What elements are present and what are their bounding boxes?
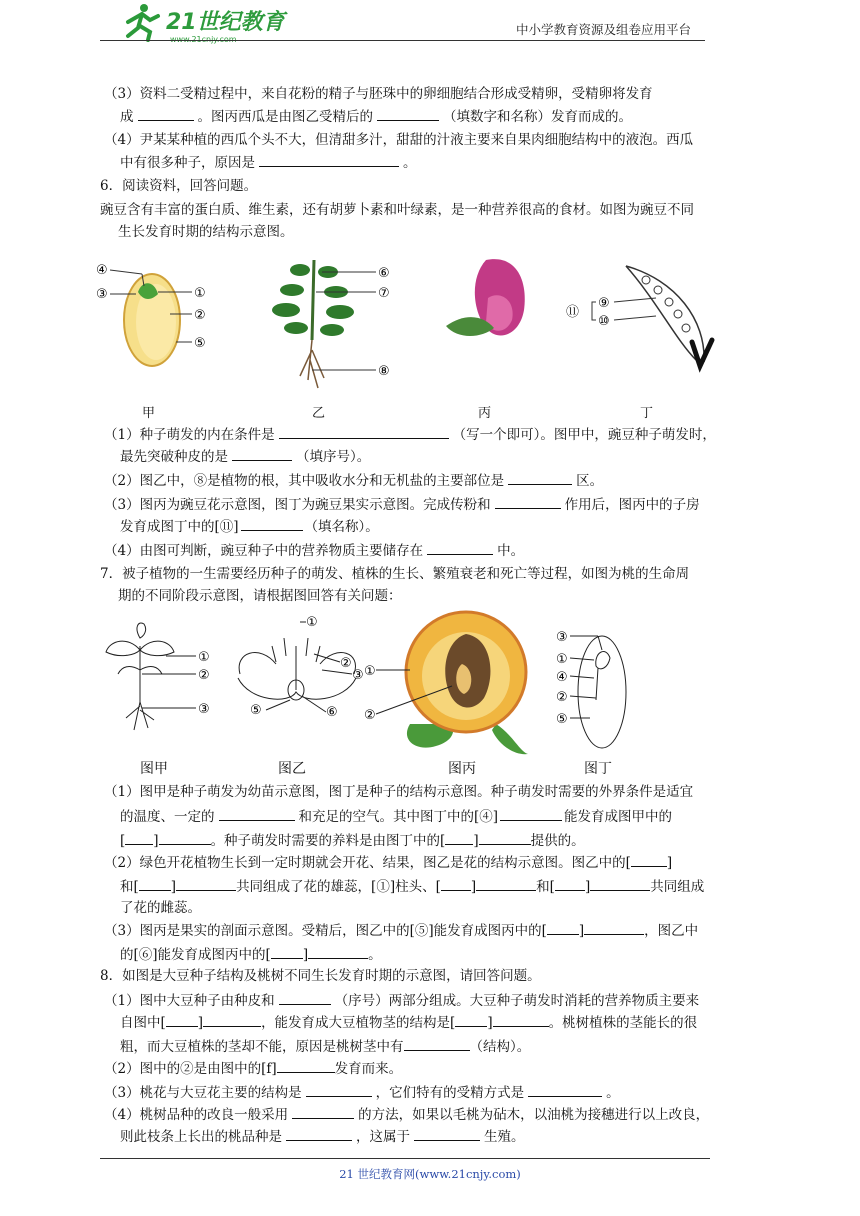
label-2: ② (194, 308, 206, 323)
q8-part1-line2 (120, 1012, 697, 1033)
label-3: ③ (352, 668, 364, 683)
text: 发育而来。 (334, 1061, 403, 1077)
text: ] (578, 923, 585, 939)
label-1: ① (306, 615, 318, 630)
text: ] (302, 947, 309, 963)
answer-blank[interactable] (138, 106, 194, 121)
q6-figure-set (96, 250, 736, 400)
text: （填名称）。 (304, 519, 379, 535)
q8-part4-line2 (120, 1126, 525, 1147)
label-6: ⑥ (326, 705, 338, 720)
text: 和充足的空气。其中图丁中的[④] (298, 809, 499, 825)
label-2: ② (556, 690, 568, 705)
q6-part1-line1 (104, 424, 716, 445)
answer-blank[interactable] (271, 944, 303, 959)
answer-blank[interactable] (203, 1012, 261, 1027)
pea-pod-figure (566, 266, 712, 366)
answer-blank[interactable] (427, 540, 493, 555)
text: 自图中[ (120, 1015, 166, 1031)
answer-blank[interactable] (219, 806, 295, 821)
text: 能发育成图甲中的 (564, 809, 673, 825)
label-10: ⑩ (598, 314, 610, 329)
text: ] (473, 833, 479, 849)
text: （4）由图可判断，豌豆种子中的营养物质主要储存在 (104, 543, 424, 559)
q5-part3-line1: （3）资料二受精过程中，来自花粉的精子与胚珠中的卵细胞结合形成受精卵，受精卵将发育 (104, 86, 653, 102)
label-1: ① (194, 286, 206, 301)
q6-intro-line1: 豌豆含有丰富的蛋白质、维生素，还有胡萝卜素和叶绿素，是一种营养很高的食材。如图为豌豆不同 (100, 202, 694, 218)
q6-part3-line2 (120, 516, 379, 537)
q6-title: 6．阅读资料，回答问题。 (100, 178, 258, 194)
text: ，图乙中 (644, 923, 699, 939)
answer-blank[interactable] (176, 876, 236, 891)
text: 粗，而大豆植株的茎却不能，原因是桃树茎中有 (120, 1039, 404, 1055)
answer-blank[interactable] (528, 1082, 602, 1097)
text: 和[ (536, 879, 555, 895)
text: （填序号）。 (296, 449, 371, 465)
caption-fig-jia: 图甲 (140, 761, 168, 777)
q8-title: 8．如图是大豆种子结构及桃树不同生长发育时期的示意图，请回答问题。 (100, 968, 541, 984)
q8-part2 (104, 1058, 402, 1079)
answer-blank[interactable] (590, 876, 650, 891)
q7-part1-line3 (120, 830, 585, 851)
label-1: ① (198, 650, 210, 665)
text: （3）图丙是果实的剖面示意图。受精后，图乙中的[⑤]能发育成图丙中的[ (104, 923, 547, 939)
q7-part1-line1: （1）图甲是种子萌发为幼苗示意图，图丁是种子的结构示意图。种子萌发时需要的外界条件是适宜 (104, 784, 694, 800)
label-11: ⑪ (566, 305, 580, 320)
answer-blank[interactable] (277, 1058, 335, 1073)
pea-flower-figure (446, 259, 525, 336)
text: （1）图中大豆种子由种皮和 (104, 993, 275, 1009)
answer-blank[interactable] (555, 876, 585, 891)
text: 。桃树植株的茎能长的很 (548, 1015, 698, 1031)
text: （1）种子萌发的内在条件是 (104, 427, 275, 443)
text: ，这属于 (356, 1129, 410, 1145)
logo-text: 21世纪教育 (166, 10, 285, 35)
pea-plant-figure (272, 260, 390, 388)
answer-blank[interactable] (308, 944, 368, 959)
text: ] (487, 1015, 493, 1031)
answer-blank[interactable] (441, 876, 471, 891)
label-2: ② (364, 708, 376, 723)
q7-part3-line1 (104, 920, 698, 941)
label-3: ③ (198, 702, 210, 717)
answer-blank[interactable] (279, 990, 331, 1005)
label-5: ⑤ (250, 703, 262, 718)
q7-title-line1: 7．被子植物的一生需要经历种子的萌发、植株的生长、繁殖衰老和死亡等过程，如图为桃的生命周 (100, 566, 690, 582)
q6-part3-line1 (104, 494, 700, 515)
peach-seed-figure (570, 636, 626, 748)
label-2: ② (198, 668, 210, 683)
text: （填数字和名称）发育而成的。 (443, 109, 632, 125)
answer-blank[interactable] (306, 1082, 372, 1097)
q7-part3-line2 (120, 944, 382, 965)
text: 中。 (497, 543, 525, 559)
text: 。 (368, 947, 382, 963)
q8-part4-line1 (104, 1104, 709, 1125)
footer-rule (100, 1158, 710, 1159)
footer-text[interactable]: 21 世纪教育网(www.21cnjy.com) (339, 1167, 521, 1181)
text: 区。 (576, 473, 604, 489)
text: ] (153, 833, 159, 849)
q8-part1-line1 (104, 990, 699, 1011)
answer-blank[interactable] (404, 1036, 470, 1051)
answer-blank[interactable] (500, 806, 562, 821)
caption-fig-yi: 图乙 (278, 761, 306, 777)
label-1: ① (364, 664, 376, 679)
q8-part1-line3 (120, 1036, 530, 1057)
text: ] (584, 879, 591, 895)
text: 。图丙西瓜是由图乙受精后的 (197, 109, 373, 125)
text: 发育成图丁中的[⑪] (120, 519, 239, 535)
text: （2）图中的②是由图中的[f] (104, 1061, 277, 1077)
q7-part2-line2 (120, 876, 704, 897)
caption-fig-ding: 图丁 (584, 761, 612, 777)
peach-flower-figure (238, 622, 356, 712)
text: 和[ (120, 879, 139, 895)
logo-url: www.21cnjy.com (170, 35, 237, 44)
text: 。 (606, 1085, 620, 1101)
text: 。种子萌发时需要的养料是由图丁中的[ (210, 833, 446, 849)
answer-blank[interactable] (232, 446, 292, 461)
answer-blank[interactable] (377, 106, 439, 121)
q5-part4-line2 (120, 152, 417, 173)
label-5: ⑤ (556, 712, 568, 727)
platform-name: 中小学教育资源及组卷应用平台 (516, 22, 692, 37)
answer-blank[interactable] (125, 830, 153, 845)
q7-part2-line1 (104, 852, 672, 873)
answer-blank[interactable] (584, 920, 644, 935)
text: （结构）。 (469, 1039, 531, 1055)
label-6: ⑥ (378, 266, 390, 281)
label-1: ① (556, 652, 568, 667)
q6-part4 (104, 540, 524, 561)
label-4: ④ (96, 263, 108, 278)
text: 中有很多种子，原因是 (120, 155, 255, 171)
answer-blank[interactable] (286, 1126, 352, 1141)
text: 的方法，如果以毛桃为砧木，以油桃为接穗进行以上改良， (358, 1107, 710, 1123)
q7-part1-line2 (120, 806, 672, 827)
text: 共同组成了花的雄蕊，[①]柱头、[ (236, 879, 441, 895)
caption-bing: 丙 (478, 406, 492, 421)
q5-part3-line2 (120, 106, 632, 127)
text: （2）图乙中，⑧是植物的根，其中吸收水分和无机盐的主要部位是 (104, 473, 505, 489)
answer-blank[interactable] (292, 1104, 354, 1119)
text: （3）图丙为豌豆花示意图，图丁为豌豆果实示意图。完成传粉和 (104, 497, 491, 513)
label-3: ③ (556, 630, 568, 645)
peach-fruit-figure (376, 612, 528, 754)
answer-blank[interactable] (159, 830, 211, 845)
answer-blank[interactable] (493, 1012, 549, 1027)
q7-title-line2: 期的不同阶段示意图，请根据图回答有关问题： (118, 588, 402, 604)
text: （3）桃花与大豆花主要的结构是 (104, 1085, 302, 1101)
label-5: ⑤ (194, 336, 206, 351)
runner-icon (128, 4, 158, 40)
answer-blank[interactable] (479, 830, 531, 845)
label-3: ③ (96, 287, 108, 302)
q6-intro-line2: 生长发育时期的结构示意图。 (118, 224, 294, 240)
text: ] (170, 879, 177, 895)
answer-blank[interactable] (495, 494, 561, 509)
answer-blank[interactable] (279, 424, 449, 439)
seedling-figure (106, 623, 196, 730)
answer-blank[interactable] (445, 830, 473, 845)
answer-blank[interactable] (547, 920, 579, 935)
text: ] (470, 879, 477, 895)
answer-blank[interactable] (414, 1126, 480, 1141)
text: 作用后，图丙中的子房 (564, 497, 700, 513)
answer-blank[interactable] (508, 470, 572, 485)
pea-seed-figure (96, 263, 206, 366)
answer-blank[interactable] (241, 516, 303, 531)
answer-blank[interactable] (259, 152, 399, 167)
q8-part3 (104, 1082, 620, 1103)
text: 的[⑥]能发育成图丙中的[ (120, 947, 271, 963)
caption-ding: 丁 (640, 406, 654, 421)
text: （2）绿色开花植物生长到一定时期就会开花、结果，图乙是花的结构示意图。图乙中的[ (104, 855, 631, 871)
text: 生殖。 (484, 1129, 525, 1145)
text: ，它们特有的受精方式是 (375, 1085, 525, 1101)
answer-blank[interactable] (166, 1012, 198, 1027)
caption-jia: 甲 (142, 406, 156, 421)
caption-fig-bing: 图丙 (448, 761, 476, 777)
header-rule (100, 40, 705, 41)
text: ] (666, 855, 673, 871)
label-4: ④ (556, 670, 568, 685)
text: ，能发育成大豆植物茎的结构是[ (261, 1015, 456, 1031)
text: 最先突破种皮的是 (120, 449, 228, 465)
text: 共同组成 (650, 879, 705, 895)
label-7: ⑦ (378, 286, 390, 301)
q5-part4-line1: （4）尹某某种植的西瓜个头不大，但清甜多汁，甜甜的汁液主要来自果肉细胞结构中的液泡。西瓜 (104, 132, 694, 148)
text: [ (120, 833, 126, 849)
text: 提供的。 (530, 833, 585, 849)
text: 。 (403, 155, 417, 171)
label-8: ⑧ (378, 364, 390, 379)
q6-part1-line2 (120, 446, 370, 467)
answer-blank[interactable] (455, 1012, 487, 1027)
text: 的温度、一定的 (120, 809, 215, 825)
q6-part2 (104, 470, 603, 491)
answer-blank[interactable] (139, 876, 171, 891)
text: （序号）两部分组成。大豆种子萌发时消耗的营养物质主要来 (334, 993, 700, 1009)
text: 成 (120, 109, 134, 125)
text: （写一个即可）。图甲中，豌豆种子萌发时， (452, 427, 716, 443)
q7-figure-set (100, 606, 660, 756)
text: 则此枝条上长出的桃品种是 (120, 1129, 282, 1145)
label-2: ② (340, 656, 352, 671)
caption-yi: 乙 (312, 406, 326, 421)
label-9: ⑨ (598, 296, 610, 311)
text: （4）桃树品种的改良一般采用 (104, 1107, 289, 1123)
answer-blank[interactable] (476, 876, 536, 891)
answer-blank[interactable] (631, 852, 667, 867)
text: ] (197, 1015, 204, 1031)
q7-part2-line3: 了花的雌蕊。 (120, 900, 201, 916)
